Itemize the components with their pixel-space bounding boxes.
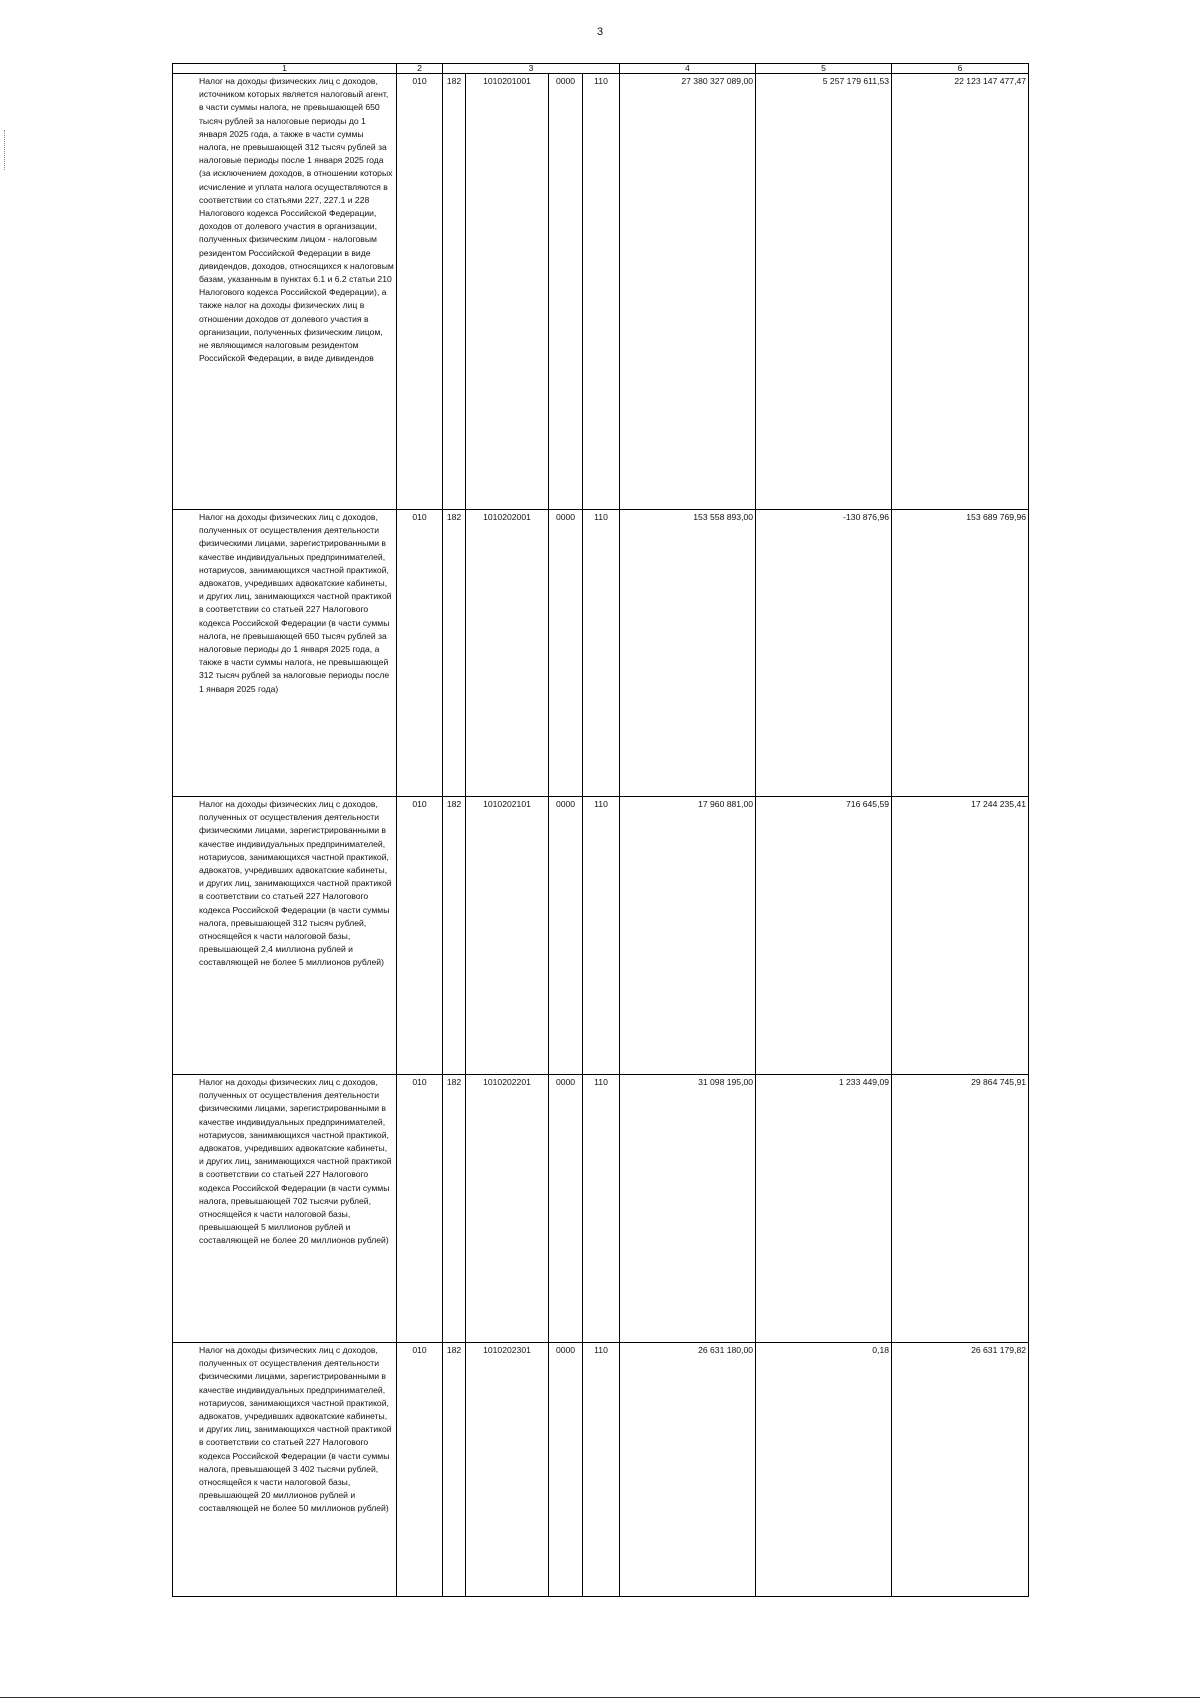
table-row — [173, 1343, 1029, 1597]
header-col-2: 2 — [397, 64, 443, 74]
header-col-1: 1 — [173, 64, 397, 74]
row-description: Налог на доходы физических лиц с доходов, полученных от осуществления деятельности физическими лицами, зарегистрированными в качестве индивидуальных предпринимателей, нотариусов, занимающихся частной практикой, адвокатов, учредивших адвокатские кабинеты, и других лиц, занимающихся частной практикой в соответствии со статьей 227 Налогового кодекса Российской Федерации (в части суммы налога, превышающей 702 тысячи рублей, относящейся к части налоговой базы, превышающей 5 миллионов рублей и составляющей не более 20 миллионов рублей) — [173, 1075, 397, 1343]
row-budget-code: 1010202001 — [466, 510, 549, 797]
row-description: Налог на доходы физических лиц с доходов, полученных от осуществления деятельности физическими лицами, зарегистрированными в качестве индивидуальных предпринимателей, нотариусов, занимающихся частной практикой, адвокатов, учредивших адвокатские кабинеты, и других лиц, занимающихся частной практикой в соответствии со статьей 227 Налогового кодекса Российской Федерации (в части суммы налога, превышающей 3 402 тысячи рублей, относящейся к части налоговой базы, превышающей 20 миллионов рублей и составляющей не более 50 миллионов рублей) — [173, 1343, 397, 1597]
row-executed: -130 876,96 — [756, 510, 892, 797]
row-budget-code: 1010201001 — [466, 74, 549, 510]
row-budget-code: 1010202301 — [466, 1343, 549, 1597]
row-budget-code: 1010202201 — [466, 1075, 549, 1343]
row-sub-code: 0000 — [549, 1075, 583, 1343]
row-admin-code: 182 — [443, 1075, 466, 1343]
row-approved: 31 098 195,00 — [620, 1075, 756, 1343]
row-executed: 716 645,59 — [756, 797, 892, 1075]
row-admin-code: 182 — [443, 797, 466, 1075]
row-description: Налог на доходы физических лиц с доходов, полученных от осуществления деятельности физическими лицами, зарегистрированными в качестве индивидуальных предпринимателей, нотариусов, занимающихся частной практикой, адвокатов, учредивших адвокатские кабинеты, и других лиц, занимающихся частной практикой в соответствии со статьей 227 Налогового кодекса Российской Федерации (в части суммы налога, превышающей 312 тысяч рублей, относящейся к части налоговой базы, превышающей 2,4 миллиона рублей и составляющей не более 5 миллионов рублей) — [173, 797, 397, 1075]
row-admin-code: 182 — [443, 74, 466, 510]
row-approved: 17 960 881,00 — [620, 797, 756, 1075]
row-line-code: 010 — [397, 1343, 443, 1597]
page-bottom-rule — [0, 1697, 1200, 1698]
table-row — [173, 510, 1029, 797]
row-remaining: 26 631 179,82 — [892, 1343, 1029, 1597]
row-sub-code: 0000 — [549, 797, 583, 1075]
row-line-code: 010 — [397, 74, 443, 510]
table-row — [173, 74, 1029, 510]
header-col-3: 3 — [443, 64, 620, 74]
row-kind-code: 110 — [583, 797, 620, 1075]
row-sub-code: 0000 — [549, 1343, 583, 1597]
row-description: Налог на доходы физических лиц с доходов, источником которых является налоговый агент, в части суммы налога, не превышающей 650 тысяч рублей за налоговые периоды до 1 января 2025 года, а также в части суммы налога, не превышающей 312 тысяч рублей за налоговые периоды после 1 января 2025 года (за исключением доходов, в отношении которых исчисление и уплата налога осуществляются в соответствии со статьями 227, 227.1 и 228 Налогового кодекса Российской Федерации, доходов от долевого участия в организации, полученных физическим лицом - налоговым резидентом Российской Федерации в виде дивидендов, доходов, относящихся к налоговым базам, указанным в пунктах 6.1 и 6.2 статьи 210 Налогового кодекса Российской Федерации), а также налог на доходы физических лиц в отношении доходов от долевого участия в организации, полученных физическим лицом, не являющимся налоговым резидентом Российской Федерации, в виде дивидендов — [173, 74, 397, 510]
row-line-code: 010 — [397, 797, 443, 1075]
row-remaining: 17 244 235,41 — [892, 797, 1029, 1075]
table-row — [173, 1075, 1029, 1343]
row-approved: 26 631 180,00 — [620, 1343, 756, 1597]
header-col-4: 4 — [620, 64, 756, 74]
row-sub-code: 0000 — [549, 510, 583, 797]
margin-marks — [4, 130, 7, 170]
row-description: Налог на доходы физических лиц с доходов, полученных от осуществления деятельности физическими лицами, зарегистрированными в качестве индивидуальных предпринимателей, нотариусов, занимающихся частной практикой, адвокатов, учредивших адвокатские кабинеты, и других лиц, занимающихся частной практикой в соответствии со статьей 227 Налогового кодекса Российской Федерации (в части суммы налога, не превышающей 650 тысяч рублей за налоговые периоды до 1 января 2025 года, а также в части суммы налога, не превышающей 312 тысяч рублей за налоговые периоды после 1 января 2025 года) — [173, 510, 397, 797]
header-col-5: 5 — [756, 64, 892, 74]
table-row — [173, 797, 1029, 1075]
table-header-row — [173, 64, 1029, 74]
row-kind-code: 110 — [583, 74, 620, 510]
row-kind-code: 110 — [583, 1075, 620, 1343]
row-remaining: 22 123 147 477,47 — [892, 74, 1029, 510]
header-col-6: 6 — [892, 64, 1029, 74]
row-line-code: 010 — [397, 510, 443, 797]
row-executed: 0,18 — [756, 1343, 892, 1597]
row-executed: 1 233 449,09 — [756, 1075, 892, 1343]
row-remaining: 153 689 769,96 — [892, 510, 1029, 797]
revenue-table — [172, 63, 1029, 1597]
row-sub-code: 0000 — [549, 74, 583, 510]
row-kind-code: 110 — [583, 1343, 620, 1597]
row-approved: 153 558 893,00 — [620, 510, 756, 797]
row-admin-code: 182 — [443, 510, 466, 797]
row-budget-code: 1010202101 — [466, 797, 549, 1075]
row-admin-code: 182 — [443, 1343, 466, 1597]
page-number: 3 — [596, 26, 604, 38]
row-kind-code: 110 — [583, 510, 620, 797]
row-line-code: 010 — [397, 1075, 443, 1343]
row-approved: 27 380 327 089,00 — [620, 74, 756, 510]
row-executed: 5 257 179 611,53 — [756, 74, 892, 510]
row-remaining: 29 864 745,91 — [892, 1075, 1029, 1343]
